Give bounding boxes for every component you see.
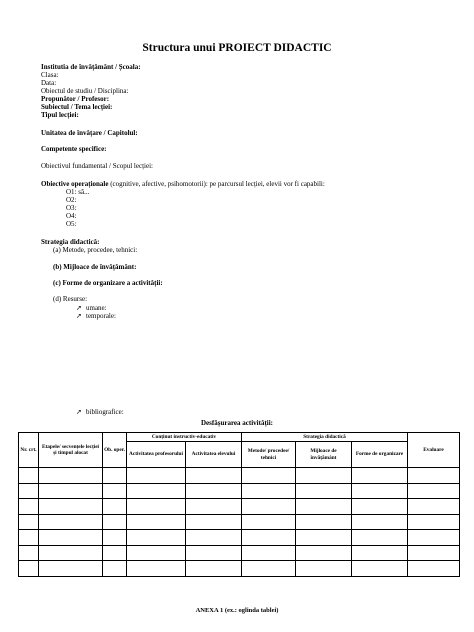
field-teacher: Propunător / Profesor:: [41, 95, 110, 103]
table-cell: [242, 514, 296, 530]
objective-o3: O3:: [66, 204, 77, 212]
table-cell: [103, 530, 127, 546]
table-cell: [103, 483, 127, 499]
table-cell: [408, 483, 460, 499]
table-cell: [103, 514, 127, 530]
lesson-plan-table: [18, 432, 460, 577]
arrow-icon: ➚: [76, 304, 82, 312]
table-cell: [408, 514, 460, 530]
table-cell: [352, 561, 408, 577]
arrow-icon: ➚: [76, 408, 82, 416]
table-cell: [352, 530, 408, 546]
objective-o1: O1: să...: [66, 188, 90, 196]
table-cell: [19, 561, 39, 577]
header-evaluation: Evaluare: [408, 433, 460, 468]
table-cell: [408, 561, 460, 577]
table-cell: [408, 468, 460, 484]
table-cell: [103, 545, 127, 561]
table-cell: [127, 499, 186, 515]
table-cell: [127, 483, 186, 499]
arrow-icon: ➚: [76, 312, 82, 320]
table-cell: [242, 561, 296, 577]
field-competences: Competente specifice:: [41, 145, 107, 153]
table-cell: [352, 545, 408, 561]
strategy-resources: (d) Resurse:: [53, 295, 88, 303]
table-cell: [103, 561, 127, 577]
header-means: Mijloace de învățământ: [296, 442, 352, 468]
table-cell: [242, 530, 296, 546]
resource-time-label: temporale:: [86, 312, 116, 320]
header-stages: Etapele/ secvențele lecției și timpul alocat: [39, 433, 103, 468]
table-cell: [127, 514, 186, 530]
header-nr: Nr. crt.: [19, 433, 39, 468]
strategy-organization: (c) Forme de organizare a activității:: [53, 279, 163, 287]
table-cell: [296, 499, 352, 515]
table-cell: [39, 530, 103, 546]
table-cell: [352, 483, 408, 499]
table-cell: [352, 468, 408, 484]
strategy-label: Strategia didactică:: [41, 238, 100, 246]
page-title: Structura unui PROIECT DIDACTIC: [142, 42, 332, 54]
table-row: [19, 499, 460, 515]
field-date: Data:: [41, 79, 57, 87]
table-cell: [296, 468, 352, 484]
header-strategy: Strategia didactică: [242, 433, 408, 442]
table-cell: [19, 468, 39, 484]
resource-bibliography: [76, 408, 124, 416]
table-cell: [39, 499, 103, 515]
table-cell: [296, 483, 352, 499]
header-teacher-activity: Activitatea profesorului: [127, 442, 186, 468]
table-cell: [242, 499, 296, 515]
table-cell: [186, 530, 242, 546]
table-row: [19, 561, 460, 577]
table-cell: [19, 514, 39, 530]
table-cell: [39, 561, 103, 577]
table-cell: [19, 483, 39, 499]
resource-human-label: umane:: [86, 304, 107, 312]
strategy-methods: (a) Metode, procedee, tehnici:: [53, 246, 138, 254]
table-row: [19, 545, 460, 561]
table-cell: [352, 514, 408, 530]
header-student-activity: Activitatea elevului: [186, 442, 242, 468]
table-cell: [39, 483, 103, 499]
header-methods: Metode/ procedee/ tehnici: [242, 442, 296, 468]
table-cell: [186, 483, 242, 499]
strategy-means: (b) Mijloace de învățământ:: [53, 263, 137, 271]
resource-time: [76, 312, 116, 320]
table-row: [19, 483, 460, 499]
section-title: Desfășurarea activității:: [201, 419, 273, 427]
table-cell: [408, 499, 460, 515]
field-lesson-type: Tipul lecției:: [41, 111, 79, 119]
table-cell: [408, 530, 460, 546]
table-cell: [186, 468, 242, 484]
table-cell: [186, 499, 242, 515]
header-organization: Forme de organizare: [352, 442, 408, 468]
field-subject: Obiectul de studiu / Disciplina:: [41, 87, 129, 95]
table-cell: [127, 468, 186, 484]
table-cell: [127, 545, 186, 561]
operational-description: (cognitive, afective, psihomotorii): pe parcursul lecției, elevii vor fi capabili:: [108, 180, 325, 188]
resource-human: [76, 304, 107, 312]
table-cell: [296, 530, 352, 546]
field-topic: Subiectul / Tema lecției:: [41, 103, 113, 111]
field-school: Institutia de învățământ / Școala:: [41, 63, 141, 71]
header-content: Conținut instructiv-educativ: [127, 433, 242, 442]
annex-caption: ANEXA 1 (ex.: oglinda tablei): [195, 607, 279, 614]
table-cell: [19, 499, 39, 515]
table-cell: [186, 514, 242, 530]
table-cell: [296, 545, 352, 561]
table-cell: [186, 545, 242, 561]
table-row: [19, 514, 460, 530]
field-unit: Unitatea de învățare / Capitolul:: [41, 129, 138, 137]
table-cell: [127, 530, 186, 546]
table-cell: [39, 545, 103, 561]
table-cell: [39, 468, 103, 484]
header-objectives: Ob. oper.: [103, 433, 127, 468]
field-fundamental-objective: Obiectivul fundamental / Scopul lecției:: [41, 162, 153, 170]
field-class: Clasa:: [41, 71, 59, 79]
table-cell: [296, 561, 352, 577]
objective-o2: O2:: [66, 196, 77, 204]
operational-label: Obiective operaționale: [41, 180, 109, 188]
table-cell: [127, 561, 186, 577]
objective-o4: O4:: [66, 212, 77, 220]
table-cell: [242, 468, 296, 484]
table-row: [19, 468, 460, 484]
resource-bibliography-label: bibliografice:: [86, 408, 124, 416]
table-cell: [19, 530, 39, 546]
table-cell: [242, 483, 296, 499]
table-cell: [103, 468, 127, 484]
table-cell: [296, 514, 352, 530]
table-cell: [408, 545, 460, 561]
table-cell: [39, 514, 103, 530]
table-cell: [352, 499, 408, 515]
table-cell: [186, 561, 242, 577]
table-row: [19, 530, 460, 546]
table-cell: [242, 545, 296, 561]
objective-o5: O5:: [66, 220, 77, 228]
field-operational-objectives: [41, 180, 325, 188]
table-cell: [19, 545, 39, 561]
table-cell: [103, 499, 127, 515]
